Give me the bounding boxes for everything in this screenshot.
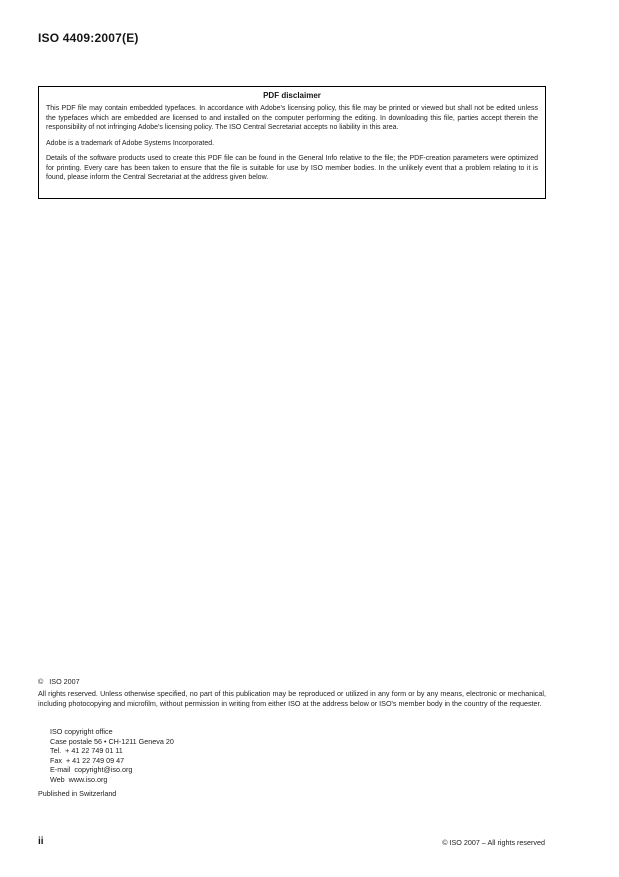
disclaimer-paragraph-software: Details of the software products used to create this PDF file can be found in the General Info relative to the file; the PDF-creation parameters were optimized for printing. Every care has been taken to ensure that the file is suitable for use by ISO member bodies. In the unlikely event that a problem relating to it is found, please inform the Central Secretariat at the address given below. [46,155,538,181]
copyright-year-line: © ISO 2007 [38,677,80,686]
disclaimer-title: PDF disclaimer [263,91,321,100]
iso-copyright-office-address [50,727,174,785]
footer-copyright-notice: © ISO 2007 – All rights reserved [442,838,545,847]
address-line-fax: Fax + 41 22 749 09 47 [50,755,125,765]
document-reference-header: ISO 4409:2007(E) [38,31,139,45]
address-line-office: ISO copyright office [50,727,113,736]
address-line-postal: Case postale 56 • CH-1211 Geneva 20 [50,736,174,746]
disclaimer-paragraph-typefaces: This PDF file may contain embedded typefaces. In accordance with Adobe's licensing policy, this file may be printed or viewed but shall not be edited unless the typefaces which are embedded are licensed to and installed on the computer performing the editing. In downloading this file, parties accept therein the responsibility of not infringing Adobe's licensing policy. The ISO Central Secretariat accepts no liability in this area. [46,105,538,131]
pdf-disclaimer-box [38,86,546,199]
address-line-email: E-mail copyright@iso.org [50,765,133,775]
page-number: ii [38,836,44,847]
rights-reserved-text: All rights reserved. Unless otherwise specified, no part of this publication may be reproduced or utilized in any form or by any means, electronic or mechanical, including photocopying and microfilm, without permission in writing from either ISO at the address below or ISO's member body in the country of the requester. [38,689,546,708]
address-line-tel: Tel. + 41 22 749 01 11 [50,746,123,756]
address-line-web: Web www.iso.org [50,774,108,784]
disclaimer-paragraph-trademark: Adobe is a trademark of Adobe Systems Incorporated. [46,139,215,147]
published-in-switzerland-note: Published in Switzerland [38,789,117,798]
